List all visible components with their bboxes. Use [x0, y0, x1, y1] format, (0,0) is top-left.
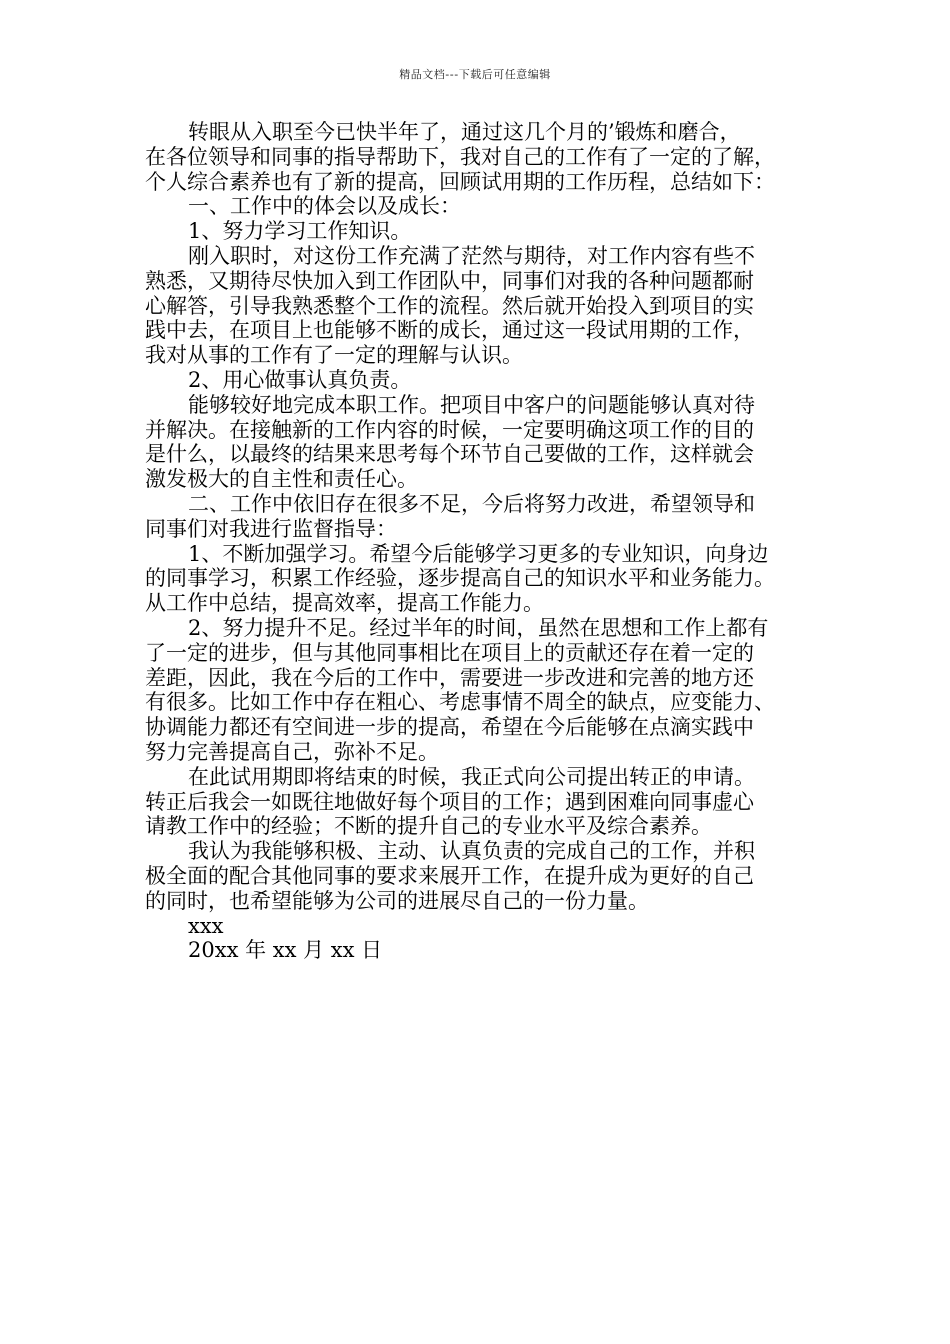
- paragraph-line: 转正后我会一如既往地做好每个项目的工作；遇到困难向同事虚心: [145, 789, 754, 814]
- paragraph-line: 我对从事的工作有了一定的理解与认识。: [145, 343, 523, 368]
- paragraph-line: 熟悉，又期待尽快加入到工作团队中，同事们对我的各种问题都耐: [145, 268, 754, 293]
- page-header: 精品文档---下载后可任意编辑: [399, 68, 551, 81]
- paragraph-line: 的同时，也希望能够为公司的进展尽自己的一份力量。: [145, 888, 649, 913]
- paragraph-line: 从工作中总结，提高效率，提高工作能力。: [145, 591, 544, 616]
- subsection-heading: 1、努力学习工作知识。: [188, 219, 412, 244]
- section-heading: 二、工作中依旧存在很多不足，今后将努力改进，希望领导和: [188, 491, 755, 516]
- paragraph-line: 差距，因此，我在今后的工作中，需要进一步改进和完善的地方还: [145, 665, 754, 690]
- paragraph-line: 2、努力提升不足。经过半年的时间，虽然在思想和工作上都有: [188, 615, 769, 640]
- section-heading: 一、工作中的体会以及成长：: [188, 194, 461, 219]
- paragraph-line: 极全面的配合其他同事的要求来展开工作，在提升成为更好的自己: [145, 863, 754, 888]
- paragraph-line: 协调能力都还有空间进一步的提高，希望在今后能够在点滴实践中: [145, 715, 754, 740]
- paragraph-line: 的同事学习，积累工作经验，逐步提高自己的知识水平和业务能力。: [145, 566, 775, 591]
- paragraph-line: 并解决。在接触新的工作内容的时候，一定要明确这项工作的目的: [145, 417, 754, 442]
- paragraph-line: 了一定的进步，但与其他同事相比在项目上的贡献还存在着一定的: [145, 640, 754, 665]
- paragraph-line: 是什么，以最终的结果来思考每个环节自己要做的工作，这样就会: [145, 442, 754, 467]
- signature-date: 20xx 年 xx 月 xx 日: [188, 938, 383, 963]
- signature-name: xxx: [188, 913, 224, 938]
- paragraph-line: 在此试用期即将结束的时候，我正式向公司提出转正的申请。: [188, 764, 755, 789]
- paragraph-line: 努力完善提高自己，弥补不足。: [145, 739, 439, 764]
- paragraph-line: 转眼从入职至今已快半年了，通过这几个月的’锻炼和磨合，: [188, 120, 741, 144]
- paragraph-line: 请教工作中的经验；不断的提升自己的专业水平及综合素养。: [145, 814, 712, 839]
- paragraph-line: 同事们对我进行监督指导：: [145, 516, 397, 541]
- paragraph-line: 1、不断加强学习。希望今后能够学习更多的专业知识，向身边: [188, 541, 769, 566]
- paragraph-line: 心解答，引导我熟悉整个工作的流程。然后就开始投入到项目的实: [145, 293, 754, 318]
- subsection-heading: 2、用心做事认真负责。: [188, 367, 412, 392]
- paragraph-line: 践中去，在项目上也能够不断的成长，通过这一段试用期的工作，: [145, 318, 754, 343]
- document-body: [145, 120, 835, 963]
- paragraph-line: 在各位领导和同事的指导帮助下，我对自己的工作有了一定的了解，: [145, 144, 775, 169]
- paragraph-line: 我认为我能够积极、主动、认真负责的完成自己的工作，并积: [188, 839, 755, 864]
- paragraph-line: 有很多。比如工作中存在粗心、考虑事情不周全的缺点，应变能力、: [145, 690, 775, 715]
- paragraph-line: 刚入职时，对这份工作充满了茫然与期待，对工作内容有些不: [188, 243, 755, 268]
- paragraph-line: 能够较好地完成本职工作。把项目中客户的问题能够认真对待: [188, 392, 755, 417]
- paragraph-line: 个人综合素养也有了新的提高，回顾试用期的工作历程，总结如下：: [145, 169, 775, 194]
- paragraph-line: 激发极大的自主性和责任心。: [145, 467, 418, 492]
